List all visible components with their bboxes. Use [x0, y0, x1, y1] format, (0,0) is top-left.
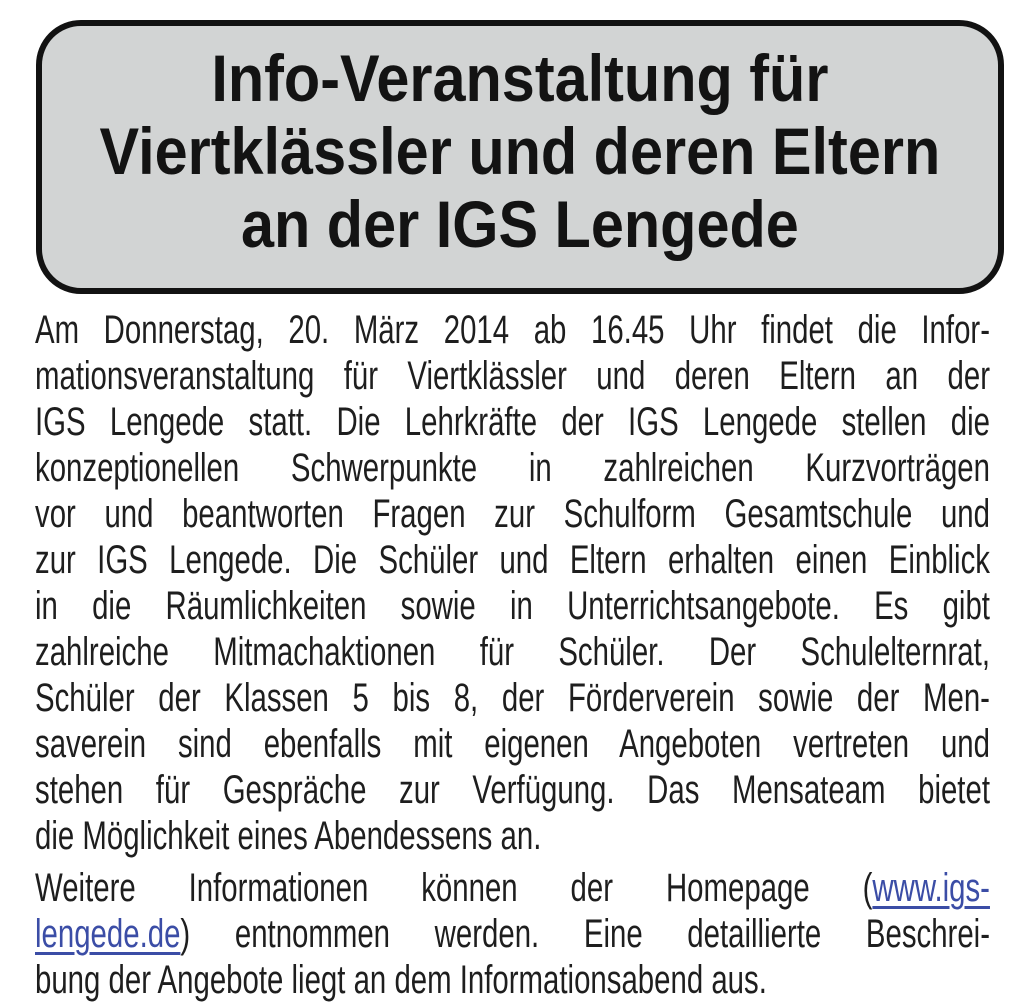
event-title-line-3: an der IGS Lengede [240, 187, 799, 261]
text-line [35, 911, 990, 957]
event-title-box [36, 20, 1004, 294]
text-line [35, 865, 990, 911]
body-text [35, 307, 990, 1003]
text-line: stehen für Gespräche zur Verfügung. Das Mensateam bietet [35, 768, 990, 812]
text-line: zur IGS Lengede. Die Schüler und Eltern erhalten einen Einblick [35, 538, 990, 582]
text-before-link: Weitere Informationen können der Homepage ( [35, 866, 873, 910]
text-line: in die Räumlichkeiten sowie in Unterrichtsangebote. Es gibt [35, 584, 990, 628]
text-line: saverein sind ebenfalls mit eigenen Angeboten vertreten und [35, 722, 990, 766]
text-line: bung der Angebote liegt an dem Informationsabend aus. [35, 958, 767, 1002]
text-line: IGS Lengede statt. Die Lehrkräfte der IGS Lengede stellen die [35, 400, 990, 444]
text-line: vor und beantworten Fragen zur Schulform Gesamtschule und [35, 492, 990, 536]
text-line: Schüler der Klassen 5 bis 8, der Förderverein sowie der Men- [35, 676, 990, 720]
text-line: Am Donnerstag, 20. März 2014 ab 16.45 Uhr findet die Infor- [35, 308, 990, 352]
event-title-line-2: Viertklässler und deren Eltern [99, 114, 941, 188]
text-line: mationsveranstaltung für Viertklässler und deren Eltern an der [35, 354, 990, 398]
text-after-link: ) entnommen werden. Eine detaillierte Beschrei- [180, 912, 990, 956]
text-line: zahlreiche Mitmachaktionen für Schüler. Der Schulelternrat, [35, 630, 990, 674]
text-line: die Möglichkeit eines Abendessens an. [35, 814, 542, 858]
paragraph-more-info [35, 865, 990, 1003]
event-title-line-1: Info-Veranstaltung für [211, 41, 829, 115]
event-title [42, 26, 998, 261]
text-line: konzeptionellen Schwerpunkte in zahlreichen Kurzvorträgen [35, 446, 990, 490]
paragraph-event-details [35, 307, 990, 859]
homepage-link-part-1[interactable]: www.igs- [872, 866, 990, 910]
homepage-link-part-2[interactable]: lengede.de [35, 912, 181, 956]
